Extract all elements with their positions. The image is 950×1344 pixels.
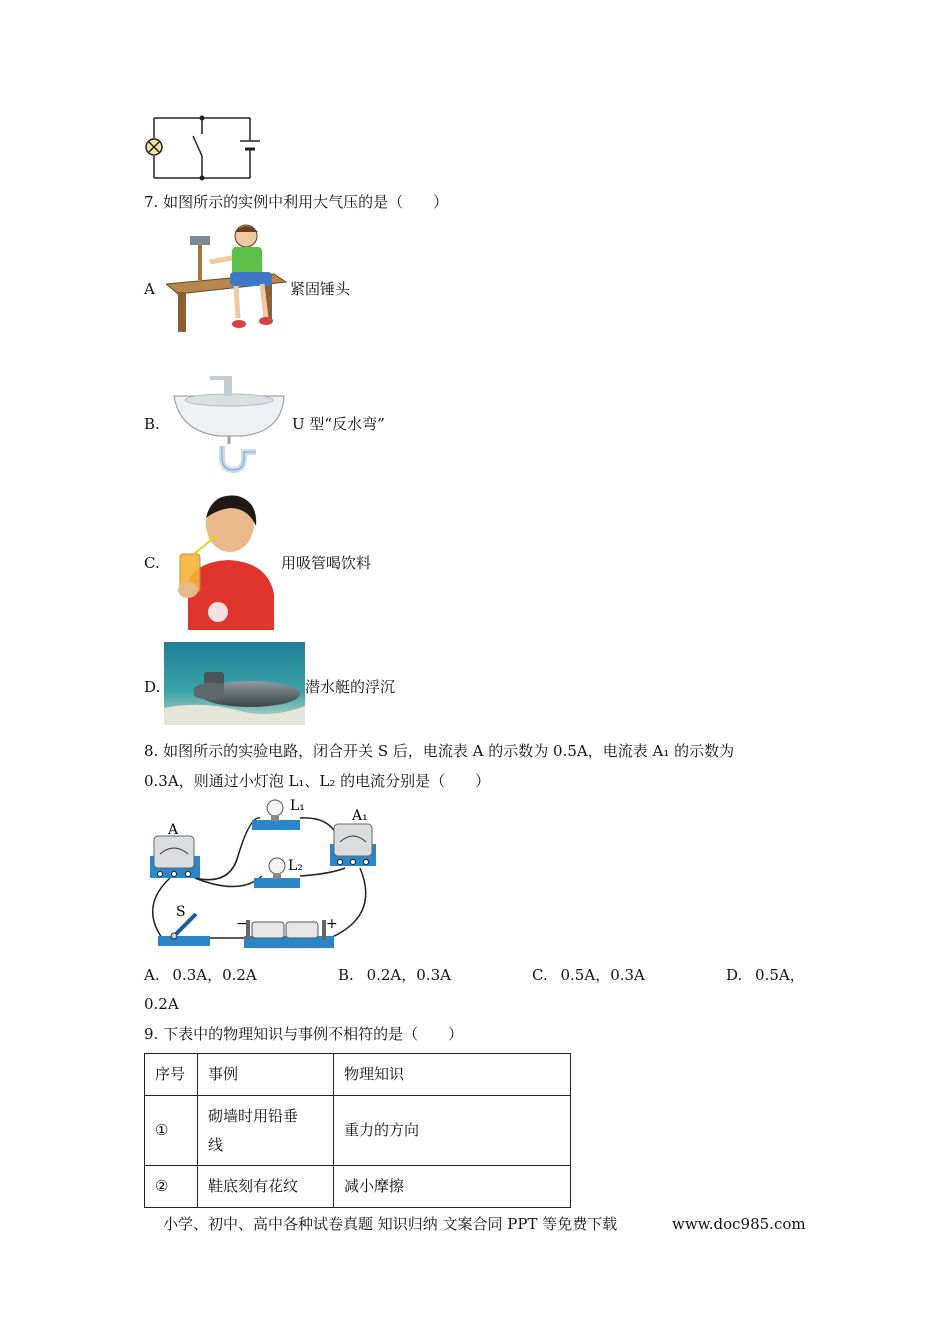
physics-table (144, 1053, 571, 1208)
sink-image (172, 372, 288, 474)
hammer-boy-image (166, 222, 290, 340)
circuit-diagram-q6 (140, 112, 265, 184)
q8-option-d-wrap: 0.2A (144, 995, 179, 1013)
header-knowledge: 物理知识 (334, 1054, 571, 1096)
table-row (145, 1166, 571, 1208)
row2-knowledge: 减小摩擦 (334, 1166, 571, 1208)
q8-option-b-letter: B. (338, 966, 354, 984)
label-minus: − (236, 916, 248, 932)
row1-no: ① (145, 1096, 198, 1166)
label-ammeter-a1: A₁ (352, 808, 368, 824)
row1-knowledge: 重力的方向 (334, 1096, 571, 1166)
table-header-row (145, 1054, 571, 1096)
option-b-text: U 型“反水弯” (292, 415, 385, 433)
question-9-stem: 9. 下表中的物理知识与事例不相符的是（ ） (144, 1025, 464, 1043)
option-c-text: 用吸管喝饮料 (281, 554, 372, 572)
header-no: 序号 (145, 1054, 198, 1096)
question-7-stem: 7. 如图所示的实例中利用大气压的是（ ） (144, 193, 449, 211)
option-b-letter: B. (144, 415, 160, 433)
q8-option-a-letter: A. (144, 966, 160, 984)
row1-example (198, 1096, 334, 1166)
row1-example-line1: 砌墙时用铅垂 (208, 1106, 299, 1125)
header-example: 事例 (198, 1054, 334, 1096)
option-d-text: 潜水艇的浮沉 (305, 678, 396, 696)
battery-box (244, 920, 334, 948)
q8-option-c-text: 0.5A，0.3A (560, 966, 645, 984)
q8-option-d (726, 965, 805, 985)
label-switch-s: S (176, 904, 186, 920)
table-row (145, 1096, 571, 1166)
q8-option-c (532, 965, 645, 985)
option-a-letter: A (144, 280, 155, 298)
ammeter-a1 (330, 824, 376, 866)
label-plus: + (326, 916, 338, 932)
row2-no: ② (145, 1166, 198, 1208)
q8-option-d-text: 0.5A， (755, 966, 805, 984)
q8-option-a-text: 0.3A，0.2A (172, 966, 257, 984)
row2-example: 鞋底刻有花纹 (198, 1166, 334, 1208)
label-lamp-l1: L₁ (290, 798, 305, 814)
submarine-image (164, 642, 305, 725)
label-ammeter-a: A (168, 822, 179, 838)
experiment-circuit-diagram (140, 796, 390, 954)
option-d-letter: D. (144, 678, 161, 696)
q8-option-a (144, 965, 257, 985)
q8-option-d-letter: D. (726, 966, 743, 984)
option-a-text: 紧固锤头 (290, 280, 351, 298)
q8-option-c-letter: C. (532, 966, 548, 984)
straw-boy-image (172, 490, 276, 630)
question-8-stem-line1: 8. 如图所示的实验电路，闭合开关 S 后，电流表 A 的示数为 0.5A，电流表 A₁ 的示数为 (144, 742, 735, 760)
footer-url[interactable]: www.doc985.com (672, 1215, 806, 1233)
ammeter-a (150, 836, 200, 878)
option-c-letter: C. (144, 554, 160, 572)
label-lamp-l2: L₂ (288, 858, 303, 874)
footer-text: 小学、初中、高中各种试卷真题 知识归纳 文案合同 PPT 等免费下载 (163, 1215, 618, 1233)
question-8-stem-line2: 0.3A，则通过小灯泡 L₁、L₂ 的电流分别是（ ） (144, 772, 491, 790)
q8-option-b (338, 965, 451, 985)
row1-example-line2: 线 (208, 1135, 224, 1154)
q8-option-b-text: 0.2A，0.3A (366, 966, 451, 984)
